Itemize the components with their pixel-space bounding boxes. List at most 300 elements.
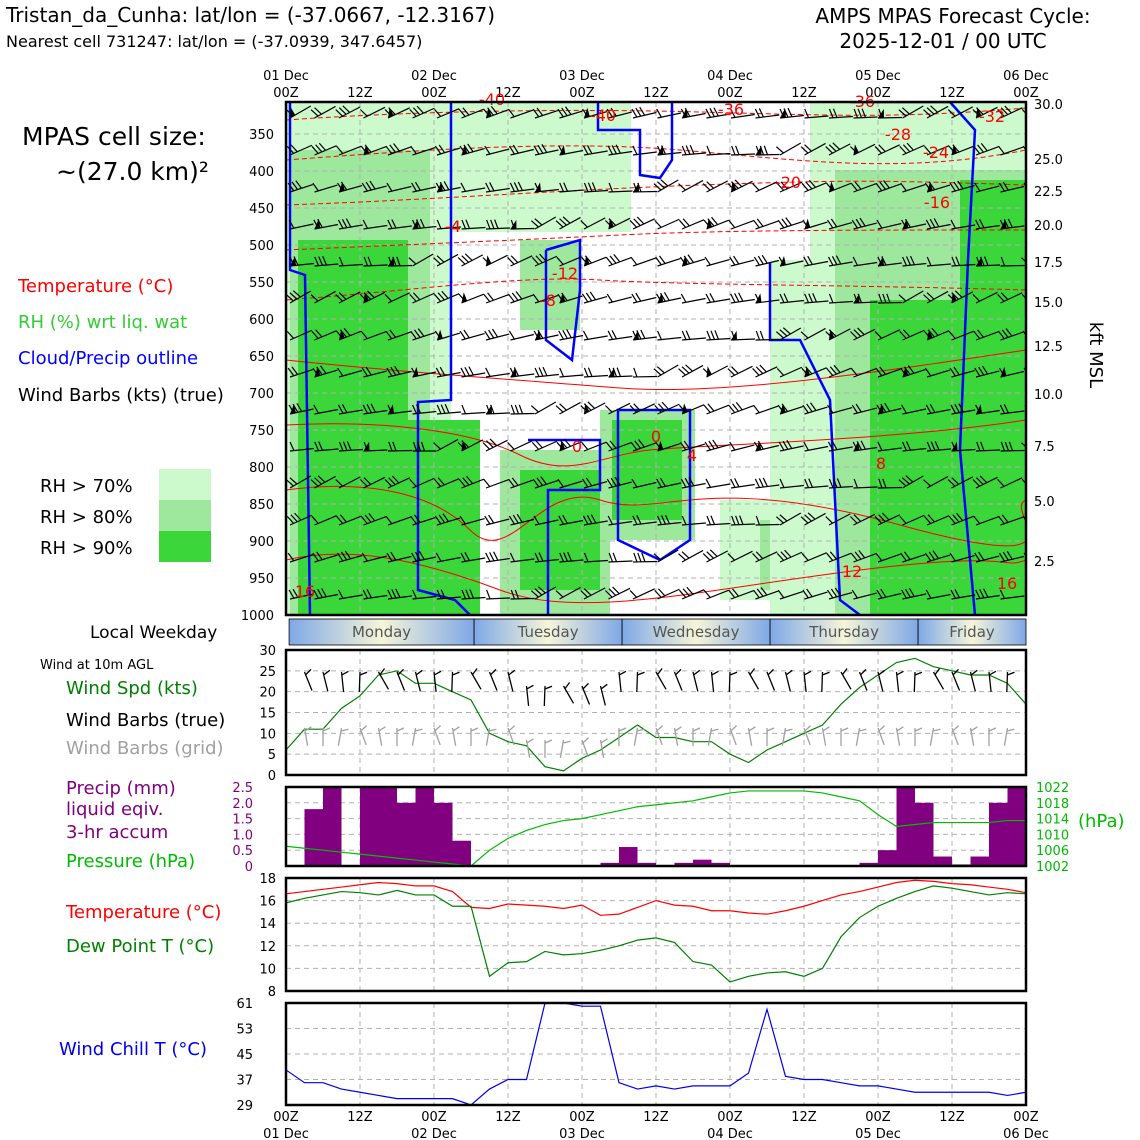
forecast-cycle: 2025-12-01 / 00 UTC [839,29,1047,53]
true-wind-barb [342,671,351,692]
wind-barb-shaft [379,672,389,689]
grid-wind-barb [634,728,644,747]
temperature-contour-label: -40 [589,106,617,125]
wind-barb-flag [527,685,534,689]
wind-barb-flag [897,727,904,731]
wind-barb-flag [341,728,348,732]
height-tick-label: 2.5 [1034,555,1055,570]
height-tick-label: 5.0 [1034,495,1055,510]
wind-barb-flag [804,671,811,675]
wind-barb-flag [767,669,775,674]
bottom-day-label: 03 Dec [559,1127,605,1140]
true-wind-barb [508,670,520,691]
true-wind-barb [527,685,536,706]
height-tick-label: 25.0 [1034,153,1063,168]
legend-precip-1: Precip (mm) [66,778,176,799]
precip-bar [878,850,897,866]
top-time-axis [263,69,1049,101]
top-day-label: 04 Dec [707,69,753,84]
y-tick-label: 61 [236,997,253,1012]
wind-barb-shaft [359,672,360,692]
precip-bar [305,809,324,866]
bottom-tick-label: 00Z [421,1110,447,1125]
bottom-tick-label: 12Z [643,1110,669,1125]
bottom-tick-label: 00Z [569,1110,595,1125]
wind-barb-flag [619,728,626,731]
true-wind-barb [693,670,705,691]
true-wind-barb [897,671,906,692]
temperature-contour-label: -32 [978,107,1006,126]
top-tick-label: 00Z [569,86,595,101]
wind-barb-flag [582,738,590,743]
height-tick-label: 20.0 [1034,219,1063,234]
temperature-contour-label: -20 [774,173,802,192]
grid-wind-barb [471,728,478,746]
wind-barb-flag [545,686,552,689]
top-day-label: 03 Dec [559,69,605,84]
y-tick-label: 1.0 [232,828,253,844]
legend-wind-barbs-true: Wind Barbs (true) [66,710,226,731]
true-wind-barb [656,669,672,690]
grid-wind-barb [1004,728,1014,747]
y-tick-label: 45 [236,1048,253,1063]
wind-barb-flag [785,728,792,732]
precip-bar [934,857,953,866]
precip-bar [971,857,990,866]
wind-barb-flag [415,728,422,732]
wind-barb-flag [527,739,534,743]
true-wind-barb [767,669,781,690]
pressure-tick-label: 550 [249,276,274,291]
y-tick-label: 10 [259,962,276,978]
wind-barb-shaft [1025,596,1049,599]
top-tick-label: 12Z [791,86,817,101]
temperature-contour-label: -16 [923,193,951,212]
wind-barb-flag [1029,404,1033,413]
grid-wind-barb [545,740,552,758]
y-tick-label: 2.0 [232,796,253,812]
y-tick-label: 18 [259,872,276,887]
grid-wind-barb [878,726,891,745]
grid-wind-barb [338,728,348,747]
wind-barb-flag [860,669,868,674]
wind-barb-flag [749,727,756,731]
bottom-day-label: 02 Dec [411,1127,457,1140]
pressure-tick-label: 850 [249,498,274,513]
temperature-contour-label: 8 [875,454,887,473]
wind-barb-flag [878,726,886,731]
pressure-tick-label: 750 [249,424,274,439]
wind-barb-flag [545,740,552,743]
y-tick-label: 0.5 [232,844,253,860]
wind-panel [259,644,1026,784]
cell-size-label: MPAS cell size: [22,122,206,151]
nearest-cell: Nearest cell 731247: lat/lon = (-37.0939, 347.6457) [6,32,423,51]
wind-barb-flag [508,726,516,731]
pressure-tick-label: 950 [249,572,274,587]
wind-barb-flag [397,728,404,731]
bottom-tick-label: 00Z [273,1110,299,1125]
precip-bar [619,847,638,866]
true-wind-barb [971,670,983,691]
wind-barb-flag [452,672,459,675]
wind-barb-shaft [841,672,851,689]
wind-barb-flag [637,672,644,675]
grid-wind-barb [675,727,685,746]
wind-barb-shaft [1025,518,1048,525]
wind-barb-shaft [490,672,497,691]
top-tick-label: 00Z [273,86,299,101]
pressure-tick-label: 1018 [1036,796,1070,812]
top-day-label: 06 Dec [1003,69,1049,84]
pressure-tick-label: 500 [249,239,274,254]
y-tick-label: 0 [267,769,276,784]
wind-barb-flag [582,683,590,688]
pressure-tick-label: 1014 [1036,812,1070,828]
true-wind-barb [786,670,798,691]
wind-barb-shaft [1025,372,1048,377]
bottom-day-label: 01 Dec [263,1127,309,1140]
temperature-contour-label: 16 [294,582,316,601]
grid-wind-barb [952,726,965,745]
top-tick-label: 12Z [347,86,373,101]
grid-wind-barb [915,728,922,746]
temperature-contour-label: 16 [996,574,1018,593]
wind-barb-shaft [749,672,759,689]
wind-barb-flag [933,728,940,732]
wind-panel-title: Wind at 10m AGL [40,658,154,673]
true-wind-barb [305,669,319,690]
wind-barb-flag [915,672,922,675]
top-tick-label: 12Z [495,86,521,101]
grid-wind-barb [601,739,611,758]
grid-wind-barb [782,728,792,747]
temperature-panel [259,872,1026,1000]
wind-barb-flag [859,728,866,732]
true-wind-barb [416,670,428,691]
grid-wind-barb [749,727,759,746]
wind-barb-shaft [1025,478,1047,488]
bottom-day-label: 06 Dec [1003,1127,1049,1140]
y-tick-label: 15 [259,706,276,722]
wind-barb-flag [989,671,996,675]
wind-barb [1024,588,1049,599]
weekday-label-tuesday: Tuesday [517,623,579,641]
precip-bar [379,787,398,866]
weekday-label-thursday: Thursday [809,623,879,641]
weekday-label-monday: Monday [351,623,412,641]
pressure-tick-label: 400 [249,165,274,180]
bottom-day-label: 04 Dec [707,1127,753,1140]
bottom-time-axis [263,1110,1049,1140]
rh-legend [40,469,211,562]
wind-barb-flag [730,726,738,731]
grid-wind-barb [730,726,743,745]
rh-legend-70: RH > 70% [40,476,133,497]
y-tick-label: 10 [259,727,276,743]
legend-pressure: Pressure (hPa) [66,851,196,872]
wind-barb-flag [822,672,829,675]
true-wind-barb [434,671,443,692]
wind-barb-flag [1007,728,1014,732]
true-wind-barb [712,671,721,692]
temperature-contour-label: -24 [922,143,950,162]
pressure-tick-label: 700 [249,387,274,402]
pressure-tick-label: 1022 [1036,781,1070,796]
pressure-tick-label: 1010 [1036,828,1070,844]
temperature-contour-label: -36 [717,100,745,119]
y-tick-label: 53 [236,1022,253,1038]
temperature-contour-label: -8 [540,291,556,310]
pressure-tick-label: 650 [249,350,274,365]
grid-wind-barb [971,727,981,746]
height-tick-label: 15.0 [1034,296,1063,311]
top-day-label: 01 Dec [263,69,309,84]
true-wind-barb [544,686,552,706]
y-tick-label: 5 [267,748,276,764]
y-tick-label: 1.5 [232,812,253,828]
cell-size-value: ~(27.0 km)² [56,157,209,186]
grid-wind-barb [360,726,373,745]
bottom-tick-label: 12Z [347,1110,373,1125]
precip-bar [915,803,934,866]
true-wind-barb [452,672,460,692]
grid-wind-barb [930,728,940,747]
pressure-tick-label: 1000 [240,609,274,624]
temperature-contour-label: -28 [884,125,912,144]
true-wind-barb [914,672,922,692]
precip-bar [989,803,1008,866]
wind-barb-flag [693,728,700,731]
pressure-unit: (hPa) [1078,811,1125,832]
wind-barb-flag [619,671,626,675]
grid-wind-barb [323,728,330,746]
wind-barb-shaft [656,672,666,689]
wind-barb-flag [971,727,978,731]
wind-barb-flag [1027,144,1033,153]
y-tick-label: 25 [259,664,276,680]
bottom-tick-label: 12Z [939,1110,965,1125]
grid-wind-barb [897,727,907,746]
legend-temperature: Temperature (°C) [18,276,174,297]
temperature-contour-label: 4 [686,446,698,465]
legend-temp: Temperature (°C) [66,902,222,923]
wind-barb-flag [952,726,960,731]
grid-wind-barb [434,726,447,745]
wind-barb-flag [675,727,682,731]
precip-bar [323,787,342,866]
true-wind-barb [841,669,857,690]
wind-barb-flag [601,684,609,689]
wind-barb-flag [1033,404,1037,413]
weekday-label: Local Weekday [90,623,218,643]
wind-barb-flag [1028,182,1033,191]
legend-wind-barbs-grid: Wind Barbs (grid) [66,738,224,759]
grid-wind-barb [708,728,718,747]
wind-barb-flag [711,728,718,732]
grid-wind-barb [412,728,422,747]
wind-barb-flag [471,728,478,731]
wind-barb-flag [730,672,737,675]
wind-barb-flag [434,671,441,675]
precip-bar [434,803,453,866]
top-tick-label: 00Z [865,86,891,101]
precip-bar [453,841,472,866]
y-tick-label: 16 [259,894,276,910]
wind-barb-flag [897,671,904,675]
cross-section-plot [286,90,1049,615]
y-tick-label: 30 [259,644,276,659]
top-tick-label: 12Z [939,86,965,101]
bottom-tick-label: 12Z [495,1110,521,1125]
top-day-label: 02 Dec [411,69,457,84]
temperature-contour-label: 12 [841,562,863,581]
true-wind-barb [471,669,487,690]
height-tick-label: 10.0 [1034,388,1063,403]
true-wind-barb [989,671,998,692]
pressure-tick-label: 1002 [1036,860,1070,875]
weekday-label-friday: Friday [949,623,995,641]
wind-barb-shaft [305,672,312,691]
height-tick-label: 22.5 [1034,185,1063,200]
y-tick-label: 2.5 [232,781,253,796]
rh-legend-swatch-90 [159,531,211,562]
rh-legend-swatch-70 [159,469,211,500]
true-wind-barb [749,669,765,690]
y-tick-label: 20 [259,685,276,701]
wind-barb-flag [490,669,498,674]
legend-precip-2: liquid eqiv. [66,799,164,820]
wind-chill-panel [236,997,1026,1114]
true-wind-barb [822,672,830,692]
height-tick-label: 17.5 [1034,256,1063,271]
bottom-tick-label: 00Z [717,1110,743,1125]
grid-wind-barb [693,728,700,746]
height-axis-label: kft MSL [1085,321,1106,389]
pressure-tick-label: 900 [249,535,274,550]
wind-barb-flag [342,671,349,675]
y-tick-label: 37 [236,1073,253,1089]
wind-barb-flag [786,670,794,675]
wind-barb-shaft [564,686,574,703]
wind-barb-shaft [1025,333,1048,340]
true-wind-barb [582,683,596,704]
true-wind-barb [323,670,335,691]
location-title: Tristan_da_Cunha: lat/lon = (-37.0667, -12.3167) [6,3,496,27]
height-tick-label: 30.0 [1034,98,1063,113]
wind-barb-flag [305,669,313,674]
top-day-label: 05 Dec [855,69,901,84]
wind-barb-shaft [452,672,453,692]
forecast-title: AMPS MPAS Forecast Cycle: [815,4,1091,28]
wind-barb-flag [989,728,996,731]
top-tick-label: 00Z [421,86,447,101]
pressure-tick-label: 600 [249,313,274,328]
weekday-label-wednesday: Wednesday [652,623,740,641]
temperature-contour-label: -36 [848,92,876,111]
wind-barb-flag [675,669,683,674]
wind-barb-flag [453,727,460,731]
grid-wind-barb [397,728,404,746]
bottom-tick-label: 00Z [865,1110,891,1125]
temperature-contour-label: 0 [571,437,583,456]
grid-wind-barb [823,727,833,746]
wind-barb-flag [767,728,774,731]
legend-wind: Wind Barbs (kts) (true) [18,385,224,406]
wind-barb [1024,403,1049,414]
precip-pressure-panel [232,781,1069,875]
wind-barb-flag [1031,513,1037,522]
wind-barb-shaft [1025,411,1049,414]
precip-bar [397,803,416,866]
rh-legend-swatch-80 [159,500,211,531]
true-wind-barb [675,669,689,690]
wind-barb-flag [1027,514,1033,523]
true-wind-barb [637,672,645,692]
precip-bar [416,787,435,866]
y-tick-label: 0 [244,860,253,875]
wind-barb-flag [656,726,664,731]
true-wind-barb [934,669,950,690]
bottom-day-label: 05 Dec [855,1127,901,1140]
pressure-tick-label: 450 [249,202,274,217]
precip-bar [1008,787,1027,866]
true-wind-barb [601,684,613,705]
temperature-contour-label: -40 [478,90,506,109]
grid-wind-barb [767,728,774,746]
wind-barb-flag [601,739,608,743]
top-tick-label: 12Z [643,86,669,101]
legend-dew: Dew Point T (°C) [66,936,215,957]
legend-wind-speed: Wind Spd (kts) [66,678,198,699]
legend-rh: RH (%) wrt liq. wat [18,312,188,333]
temperature-contour-label: 0 [650,427,662,446]
grid-wind-barb [841,728,848,746]
wind-barb-flag [360,672,367,675]
true-wind-barb [564,683,580,704]
bottom-tick-label: 00Z [1013,1110,1039,1125]
grid-wind-barb [856,728,866,747]
wind-barb-flag [434,726,442,731]
rh-legend-90: RH > 90% [40,538,133,559]
y-tick-label: 29 [236,1099,253,1114]
pressure-tick-label: 1006 [1036,844,1070,860]
top-tick-label: 00Z [1013,86,1039,101]
legend-cloud: Cloud/Precip outline [18,348,199,369]
pressure-tick-label: 800 [249,461,274,476]
top-tick-label: 00Z [717,86,743,101]
wind-barb-flag [360,726,368,731]
wind-barb-flag [915,728,922,731]
temperature-contour-label: -12 [551,264,579,283]
grid-wind-barb [656,726,669,745]
wind-barb-flag [489,728,496,732]
wind-barb-shaft [471,672,481,689]
true-wind-barb [490,669,504,690]
wind-barb-flag [1028,367,1033,376]
legend-precip-3: 3-hr accum [66,822,169,843]
wind-barb-flag [1029,589,1033,598]
wind-barb-flag [379,727,386,731]
grid-wind-barb [560,740,570,759]
bottom-tick-label: 12Z [791,1110,817,1125]
y-tick-label: 12 [259,939,276,955]
height-tick-label: 7.5 [1034,440,1055,455]
grid-wind-barb [989,728,996,746]
true-wind-barb [878,670,890,691]
grid-wind-barb [379,727,389,746]
pressure-tick-label: 350 [249,128,274,143]
